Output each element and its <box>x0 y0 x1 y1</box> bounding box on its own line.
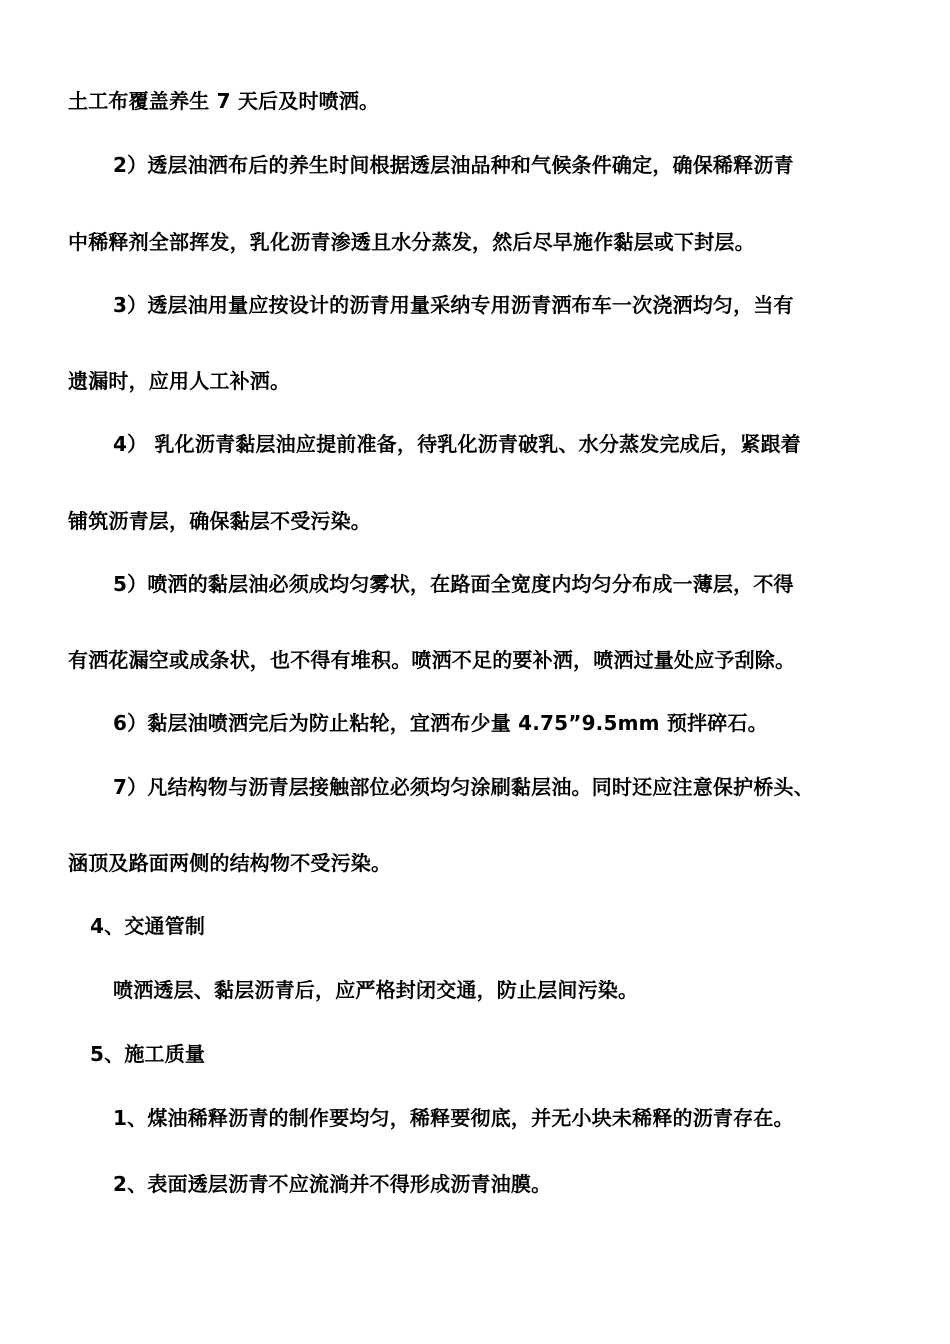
paragraph-line: 4） 乳化沥青黏层油应提前准备，待乳化沥青破乳、水分蒸发完成后，紧跟着 <box>113 432 801 456</box>
paragraph-line: 7）凡结构物与沥青层接触部位必须均匀涂刷黏层油。同时还应注意保护桥头、 <box>113 775 814 799</box>
paragraph-line: 中稀释剂全部挥发，乳化沥青渗透且水分蒸发，然后尽早施作黏层或下封层。 <box>68 230 755 254</box>
section-heading: 4、交通管制 <box>90 914 206 938</box>
paragraph-line: 1、煤油稀释沥青的制作要均匀，稀释要彻底，并无小块未稀释的沥青存在。 <box>113 1106 794 1130</box>
paragraph-line: 土工布覆盖养生 7 天后及时喷洒。 <box>68 89 380 113</box>
paragraph-line: 3）透层油用量应按设计的沥青用量采纳专用沥青洒布车一次浇洒均匀，当有 <box>113 293 794 317</box>
paragraph-line: 铺筑沥青层，确保黏层不受污染。 <box>68 509 371 533</box>
paragraph-line: 有洒花漏空或成条状，也不得有堆积。喷洒不足的要补洒，喷洒过量处应予刮除。 <box>68 648 796 672</box>
paragraph-line: 喷洒透层、黏层沥青后，应严格封闭交通，防止层间污染。 <box>113 978 639 1002</box>
paragraph-line: 涵顶及路面两侧的结构物不受污染。 <box>68 851 392 875</box>
paragraph-line: 5）喷洒的黏层油必须成均匀雾状，在路面全宽度内均匀分布成一薄层，不得 <box>113 572 794 596</box>
paragraph-line: 6）黏层油喷洒完后为防止粘轮，宜洒布少量 4.75”9.5mm 预拌碎石。 <box>113 711 768 735</box>
paragraph-line: 遗漏时，应用人工补洒。 <box>68 369 291 393</box>
paragraph-line: 2、表面透层沥青不应流淌并不得形成沥青油膜。 <box>113 1172 552 1196</box>
paragraph-line: 2）透层油洒布后的养生时间根据透层油品种和气候条件确定，确保稀释沥青 <box>113 153 794 177</box>
section-heading: 5、施工质量 <box>90 1042 206 1066</box>
